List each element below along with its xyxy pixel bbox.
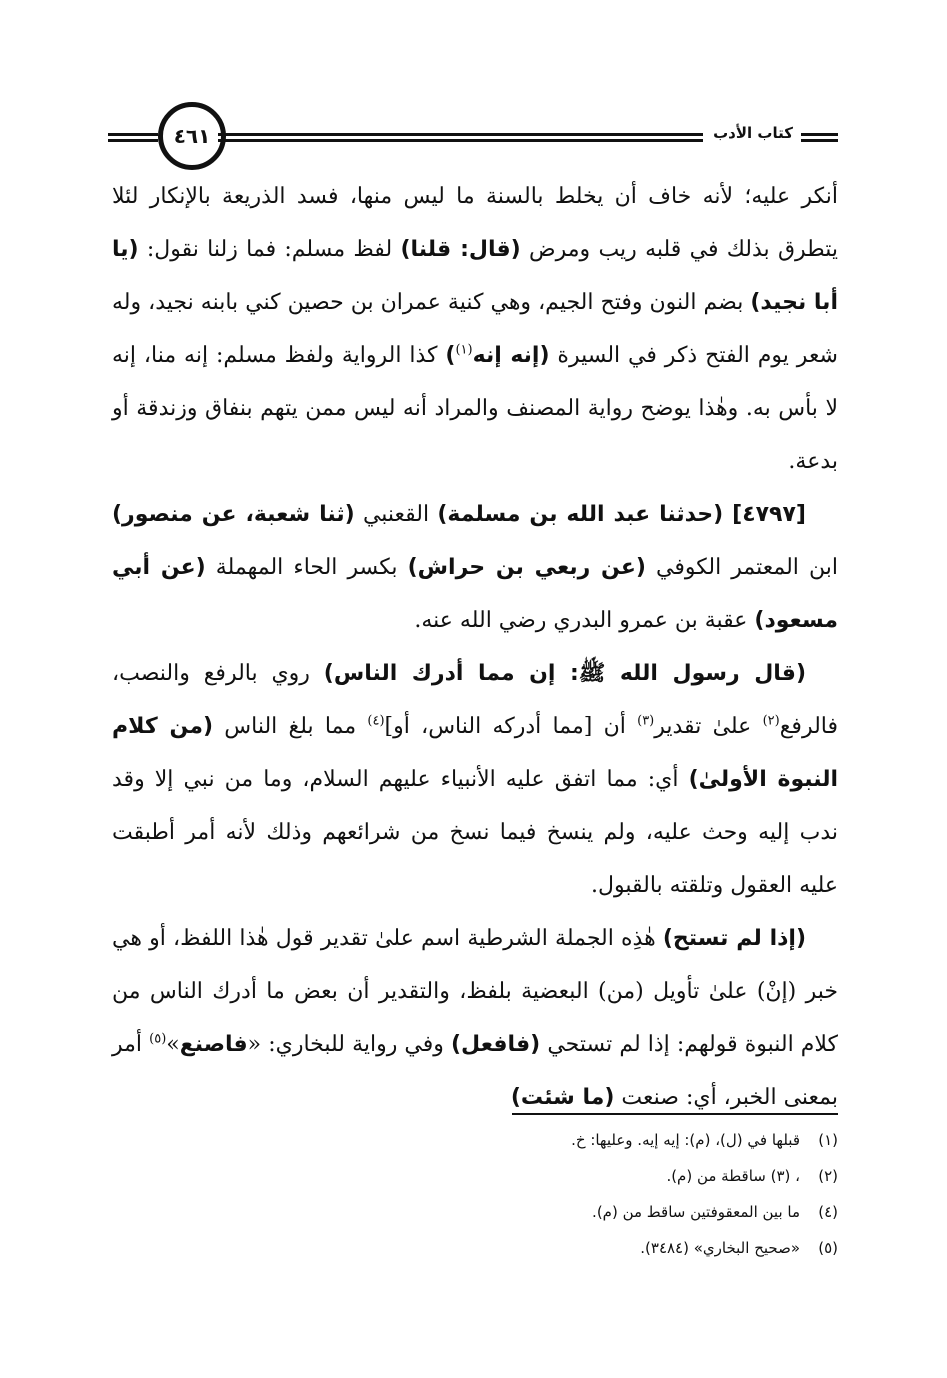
bold-phrase: فاصنع: [179, 1032, 248, 1057]
bold-phrase: (قال رسول الله ﷺ: إن مما أدرك الناس): [323, 661, 807, 686]
bold-phrase: (قال: قلنا): [400, 237, 521, 262]
footnote-item: [300, 1122, 838, 1158]
header-rule-main-lower: [218, 139, 703, 142]
text-run: القعنبي: [354, 502, 438, 527]
text-run: أمر بمعنى الخبر، أي: صنعت: [112, 1032, 838, 1110]
text-run: أي: مما اتفق عليه الأنبياء عليهم السلام، وما من نبي إلا وقد ندب إليه وحث عليه، ولم ينسخ فيما نسخ من شرائعهم وذلك لأنه أمر أطبقت عليه العقول وتلقته بالقبول.: [112, 767, 838, 898]
text-run: كذا الرواية ولفظ مسلم: إنه منا، إنه لا بأس به. وهٰذا يوضح رواية المصنف والمراد أنه ليس ممن يتهم بنفاق وزندقة أو بدعة.: [112, 343, 838, 474]
footnote-number: (٢): [818, 1167, 838, 1185]
body-text: [112, 170, 838, 1124]
footnote-item: [300, 1194, 838, 1230]
text-run: علىٰ تقدير: [654, 714, 763, 739]
bold-phrase: (من كلام النبوة الأولىٰ): [112, 714, 839, 792]
bold-phrase: (ما شئت): [510, 1085, 615, 1110]
header-rule-right-lower: [801, 139, 838, 142]
chapter-title: كتاب الأدب: [713, 124, 793, 142]
bold-phrase: (عن أبي مسعود): [112, 555, 838, 633]
bold-phrase: (إذا لم تستح): [662, 926, 807, 951]
footnote-item: [300, 1158, 838, 1194]
footnote-text: ، (٣) ساقطة من (م).: [666, 1167, 800, 1185]
header-rule-left: [108, 133, 158, 136]
text-run: أنكر عليه؛ لأنه خاف أن يخلط بالسنة ما ليس منها، فسد الذريعة بالإنكار لئلا يتطرق بذلك في قلبه ريب ومرض: [112, 184, 838, 262]
footnote-text: ما بين المعقوفتين ساقط من (م).: [592, 1203, 800, 1221]
bold-phrase: (عن ربعي بن حراش): [407, 555, 646, 580]
page-number: ٤٦١: [158, 102, 226, 170]
footnote-marker: (١): [455, 342, 473, 358]
text-run: ابن المعتمر الكوفي: [645, 555, 838, 580]
paragraph: [112, 170, 838, 488]
text-run: روي بالرفع والنصب، فالرفع: [112, 661, 839, 739]
text-run: مما بلغ الناس: [213, 714, 368, 739]
text-run: وفي رواية للبخاري: «: [247, 1032, 451, 1057]
footnote-marker: (٤): [367, 713, 385, 729]
text-run: »: [166, 1032, 180, 1057]
text-run: بكسر الحاء المهملة: [205, 555, 408, 580]
text-run: أن [مما أدركه الناس، أو]: [384, 714, 638, 739]
footnote-marker: (٣): [637, 713, 655, 729]
footnote-number: (٤): [818, 1203, 838, 1221]
text-run: لفظ مسلم: فما زلنا نقول:: [138, 237, 401, 262]
paragraph: [112, 488, 838, 647]
bold-phrase: (إنه إنه: [472, 343, 550, 368]
footnote-marker: (٢): [762, 713, 780, 729]
bold-phrase: (يا أبا نجيد): [112, 237, 838, 315]
bold-phrase: [٤٧٩٧] (حدثنا عبد الله بن مسلمة): [437, 502, 806, 527]
header-rule-left-lower: [108, 139, 158, 142]
bold-phrase: (ثنا شعبة، عن منصور): [112, 502, 355, 527]
text-run: عقبة بن عمرو البدري رضي الله عنه.: [414, 608, 755, 633]
header-rule-right: [801, 133, 838, 136]
footnote-separator: [512, 1113, 838, 1115]
footnote-number: (١): [818, 1131, 838, 1149]
footnote-marker: (٥): [149, 1031, 167, 1047]
text-run: بضم النون وفتح الجيم، وهي كنية عمران بن حصين كني بابنه نجيد، وله شعر يوم الفتح ذكر في السيرة: [112, 290, 838, 368]
footnote-text: «صحيح البخاري» (٣٤٨٤).: [640, 1239, 800, 1257]
footnote-text: قبلها في (ل)، (م): إيه إيه. وعليها: خ.: [571, 1131, 800, 1149]
footnote-item: [300, 1230, 838, 1266]
footnotes: [300, 1122, 838, 1266]
header-rule-main: [218, 133, 703, 136]
bold-phrase: ): [445, 343, 456, 368]
text-run: هٰذِه الجملة الشرطية اسم علىٰ تقدير قول هٰذا اللفظ، أو هي خبر (إنْ) علىٰ تأويل (من) البعضية بلفظ، والتقدير أن بعض ما أدرك الناس من كلام النبوة قولهم: إذا لم تستحي: [112, 926, 838, 1057]
footnote-number: (٥): [818, 1239, 838, 1257]
bold-phrase: (فافعل): [451, 1032, 541, 1057]
paragraph: [112, 912, 838, 1124]
paragraph: [112, 647, 838, 912]
